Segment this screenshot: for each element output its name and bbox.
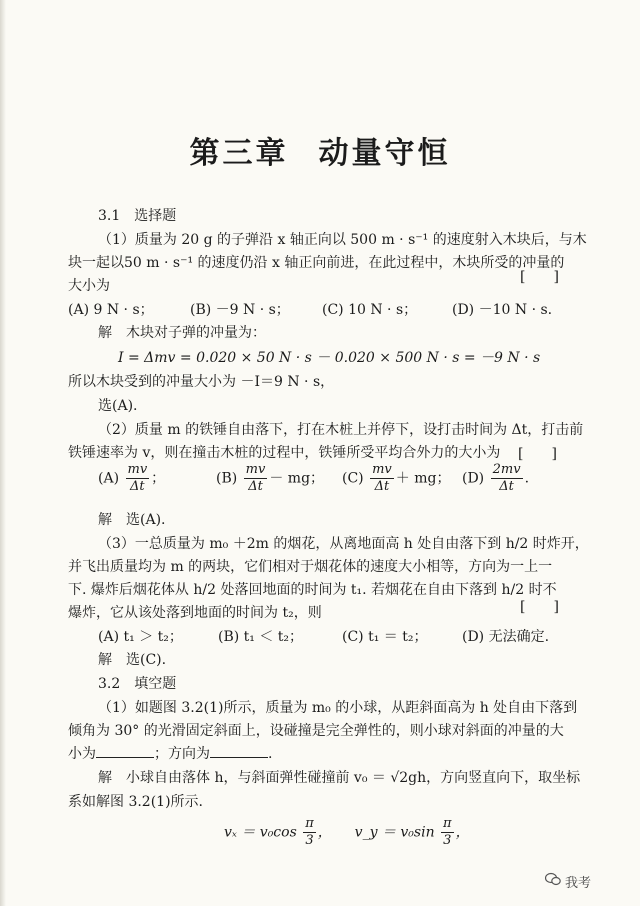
q2-solution: 解 选(A). bbox=[98, 512, 166, 528]
frac-denominator: Δt bbox=[499, 479, 514, 494]
q2-answer-bracket: [ ] bbox=[518, 446, 557, 462]
q1-solution-line-2: 所以木块受到的冲量大小为 －I＝9 N · s， bbox=[68, 374, 335, 390]
frac-numerator: 2mv bbox=[492, 462, 521, 477]
vy-fraction bbox=[441, 816, 454, 849]
q2-option-a-fraction bbox=[126, 462, 150, 495]
f1-line-1: （1）如题图 3.2(1)所示，质量为 m₀ 的小球，从距斜面高为 h 处自由下落到 bbox=[98, 700, 578, 716]
vy-comma: ， bbox=[455, 824, 470, 841]
q1-option-d: (D) －10 N · s. bbox=[452, 302, 553, 318]
q1-option-b: (B) －9 N · s； bbox=[190, 302, 290, 318]
frac-numerator: mv bbox=[127, 462, 148, 477]
q2-line-2: 铁锤速率为 v，则在撞击木桩的过程中，铁锤所受平均合外力的大小为 bbox=[68, 445, 501, 461]
section-3-2-heading: 3.2 填空题 bbox=[98, 676, 177, 692]
q1-line-3: 大小为 bbox=[68, 278, 110, 294]
vx-fraction bbox=[303, 816, 316, 849]
q2-option-c bbox=[342, 462, 450, 495]
q2-option-c-fraction bbox=[370, 462, 394, 495]
q3-answer-bracket: [ ] bbox=[520, 599, 559, 615]
q2-option-b-tail: － mg； bbox=[269, 470, 325, 487]
frac-numerator: π bbox=[305, 816, 314, 831]
q3-line-2: 并飞出质量均为 m 的两块，它们相对于烟花体的速度大小相等，方向为一上一 bbox=[68, 559, 553, 575]
q2-line-1: （2）质量 m 的铁锤自由落下，打在木桩上并停下，设打击时间为 Δt，打击前 bbox=[98, 422, 584, 438]
chapter-title bbox=[0, 128, 640, 172]
watermark-text: 我考 bbox=[565, 876, 592, 891]
f1-solution-line-2: 系如解图 3.2(1)所示. bbox=[68, 794, 203, 810]
frac-denominator: Δt bbox=[130, 479, 145, 494]
f1-velocity-equations bbox=[224, 816, 470, 849]
vx-expression: vₓ ＝ v₀cos bbox=[224, 824, 297, 841]
q3-solution: 解 选(C). bbox=[98, 652, 167, 668]
q3-option-a: (A) t₁ ＞ t₂； bbox=[98, 629, 183, 645]
q2-option-a-label: (A) bbox=[98, 470, 120, 487]
frac-numerator: mv bbox=[245, 462, 266, 477]
q3-option-c: (C) t₁ ＝ t₂； bbox=[342, 629, 428, 645]
q1-equation: I = Δmv = 0.020 × 50 N · s － 0.020 × 500 N · s = －9 N · s bbox=[118, 350, 541, 366]
q1-line-1: （1）质量为 20 g 的子弹沿 x 轴正向以 500 m · s⁻¹ 的速度射入木块后，与木 bbox=[98, 232, 587, 248]
frac-numerator: π bbox=[443, 816, 452, 831]
f1-solution-line-1: 解 小球自由落体 h，与斜面弹性碰撞前 v₀ ＝ √2gh，方向竖直向下，取坐标 bbox=[98, 770, 581, 786]
q3-option-d: (D) 无法确定. bbox=[462, 629, 550, 645]
q1-line-2: 块一起以50 m · s⁻¹ 的速度仍沿 x 轴正向前进，在此过程中，木块所受的冲量的 bbox=[68, 255, 565, 271]
q1-answer-bracket: [ ] bbox=[520, 269, 559, 285]
q1-solution-line-3: 选(A). bbox=[98, 398, 138, 414]
frac-denominator: Δt bbox=[248, 479, 263, 494]
q2-option-d bbox=[462, 462, 529, 495]
q2-option-d-label: (D) bbox=[462, 470, 485, 487]
f1-blank-1 bbox=[96, 745, 154, 758]
q3-line-1: （3）一总质量为 m₀ ＋2m 的烟花，从离地面高 h 处自由落下到 h/2 时炸开， bbox=[98, 536, 589, 552]
q3-option-b: (B) t₁ ＜ t₂； bbox=[218, 629, 304, 645]
f1-line-3-end: . bbox=[268, 746, 273, 762]
q1-option-c: (C) 10 N · s； bbox=[322, 302, 418, 318]
q2-option-c-label: (C) bbox=[342, 470, 364, 487]
frac-denominator: 3 bbox=[443, 833, 452, 848]
q2-option-d-tail: . bbox=[524, 470, 530, 487]
f1-line-2: 倾角为 30° 的光滑固定斜面上，设碰撞是完全弹性的，则小球对斜面的冲量的大 bbox=[68, 723, 564, 739]
f1-line-3 bbox=[68, 744, 272, 764]
f1-blank-2 bbox=[210, 745, 268, 758]
frac-denominator: 3 bbox=[305, 833, 314, 848]
wechat-icon bbox=[545, 872, 561, 886]
q1-solution-line-1: 解 木块对子弹的冲量为： bbox=[98, 325, 266, 341]
q2-option-b-label: (B) bbox=[216, 470, 238, 487]
chapter-name: 动量守恒 bbox=[318, 136, 451, 171]
q2-option-b bbox=[216, 462, 324, 495]
q2-option-a bbox=[98, 462, 165, 495]
q1-option-a: (A) 9 N · s； bbox=[68, 302, 154, 318]
q2-option-a-tail: ； bbox=[151, 470, 166, 487]
q2-option-d-fraction bbox=[491, 462, 523, 495]
q2-option-b-fraction bbox=[244, 462, 268, 495]
frac-denominator: Δt bbox=[374, 479, 390, 494]
frac-numerator: mv bbox=[372, 462, 392, 477]
f1-line-3-start: 小为 bbox=[68, 746, 96, 762]
vx-comma: ， bbox=[317, 824, 332, 841]
chapter-number: 第三章 bbox=[189, 136, 289, 171]
q3-line-3: 下. 爆炸后烟花体从 h/2 处落回地面的时间为 t₁. 若烟花在自由下落到 h/2 时不 bbox=[68, 582, 557, 598]
section-3-1-heading: 3.1 选择题 bbox=[98, 208, 177, 224]
q2-option-c-tail: ＋ mg； bbox=[395, 470, 451, 487]
f1-line-3-mid: ；方向为 bbox=[154, 746, 210, 762]
q3-line-4: 爆炸，它从该处落到地面的时间为 t₂，则 bbox=[68, 605, 322, 621]
vy-expression: v_y ＝ v₀sin bbox=[354, 824, 435, 841]
